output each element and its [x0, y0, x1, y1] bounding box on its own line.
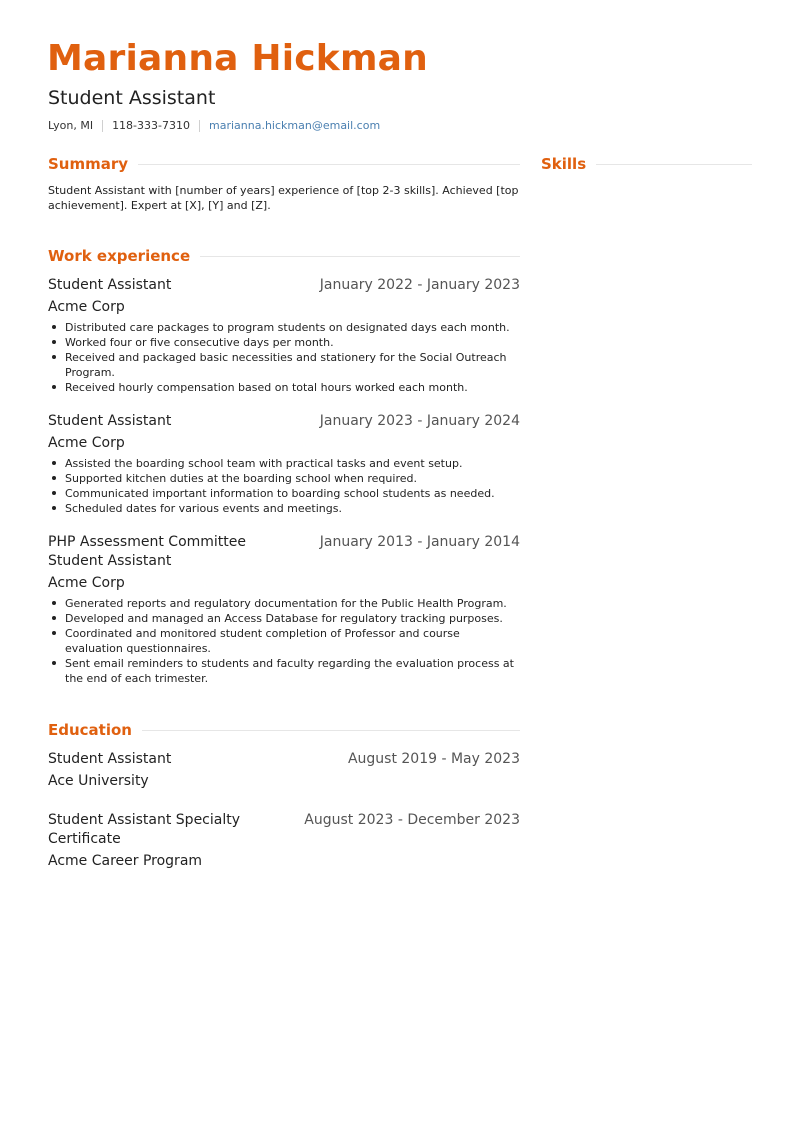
- degree-dates: August 2019 - May 2023: [347, 751, 520, 767]
- job-bullet: Sent email reminders to students and faculty regarding the evaluation process at the end of each trimester.: [48, 656, 520, 686]
- contact-divider: [102, 120, 103, 132]
- section-divider: [596, 164, 752, 165]
- work-entry: [48, 533, 520, 686]
- main-column: [48, 154, 520, 871]
- job-company: Acme Corp: [48, 435, 125, 451]
- work-entry: [48, 412, 520, 516]
- job-company: Acme Corp: [48, 299, 125, 315]
- job-bullet: Worked four or five consecutive days per month.: [48, 335, 520, 350]
- summary-heading: Summary: [48, 155, 129, 173]
- contact-divider: [199, 120, 200, 132]
- education-heading: Education: [48, 721, 132, 739]
- job-bullet: Scheduled dates for various events and meetings.: [48, 501, 520, 516]
- summary-text: Student Assistant with [number of years] experience of [top 2-3 skills]. Achieved [top achievement]. Expert at [X], [Y] and [Z].: [48, 184, 519, 212]
- side-column: [541, 154, 752, 174]
- section-heading: [48, 720, 520, 740]
- section-heading: [48, 246, 520, 266]
- job-role: Student Assistant: [48, 277, 172, 293]
- job-dates: January 2022 - January 2023: [319, 277, 520, 293]
- education-entry: [48, 750, 520, 791]
- job-bullet: Received and packaged basic necessities and stationery for the Social Outreach Program.: [48, 350, 520, 380]
- section-heading: [541, 154, 752, 174]
- skills-heading: Skills: [541, 155, 587, 173]
- degree-name: Student Assistant Specialty Certificate: [48, 812, 241, 847]
- school-name: Acme Career Program: [48, 853, 203, 869]
- job-role: PHP Assessment Committee Student Assistant: [48, 534, 247, 569]
- job-bullets: [48, 596, 520, 686]
- job-bullet: Generated reports and regulatory documentation for the Public Health Program.: [48, 596, 520, 611]
- candidate-name: Marianna Hickman: [47, 38, 428, 79]
- job-bullet: Communicated important information to boarding school students as needed.: [48, 486, 520, 501]
- education-section: [48, 720, 520, 871]
- section-divider: [138, 164, 520, 165]
- candidate-title: Student Assistant: [48, 87, 216, 109]
- job-role: Student Assistant: [48, 413, 172, 429]
- contact-bar: [48, 119, 380, 132]
- job-dates: January 2023 - January 2024: [319, 413, 520, 429]
- education-entry: [48, 811, 520, 871]
- job-bullets: [48, 320, 520, 395]
- job-bullet: Supported kitchen duties at the boarding school when required.: [48, 471, 520, 486]
- summary-section: [48, 154, 520, 213]
- job-bullets: [48, 456, 520, 516]
- school-name: Ace University: [48, 773, 149, 789]
- section-divider: [200, 256, 520, 257]
- work-experience-section: [48, 246, 520, 686]
- work-entry: [48, 276, 520, 395]
- job-bullet: Coordinated and monitored student completion of Professor and course evaluation questionnaires.: [48, 626, 520, 656]
- degree-dates: August 2023 - December 2023: [304, 812, 520, 828]
- section-heading: [48, 154, 520, 174]
- degree-name: Student Assistant: [48, 751, 172, 767]
- job-bullet: Assisted the boarding school team with practical tasks and event setup.: [48, 456, 520, 471]
- work-heading: Work experience: [48, 247, 191, 265]
- job-bullet: Developed and managed an Access Database for regulatory tracking purposes.: [48, 611, 520, 626]
- job-bullet: Received hourly compensation based on total hours worked each month.: [48, 380, 520, 395]
- section-divider: [142, 730, 520, 731]
- contact-phone: 118-333-7310: [112, 119, 190, 132]
- contact-location: Lyon, MI: [48, 119, 94, 132]
- contact-email-link[interactable]: marianna.hickman@email.com: [209, 119, 381, 132]
- job-dates: January 2013 - January 2014: [319, 534, 520, 550]
- job-bullet: Distributed care packages to program students on designated days each month.: [48, 320, 520, 335]
- job-company: Acme Corp: [48, 575, 125, 591]
